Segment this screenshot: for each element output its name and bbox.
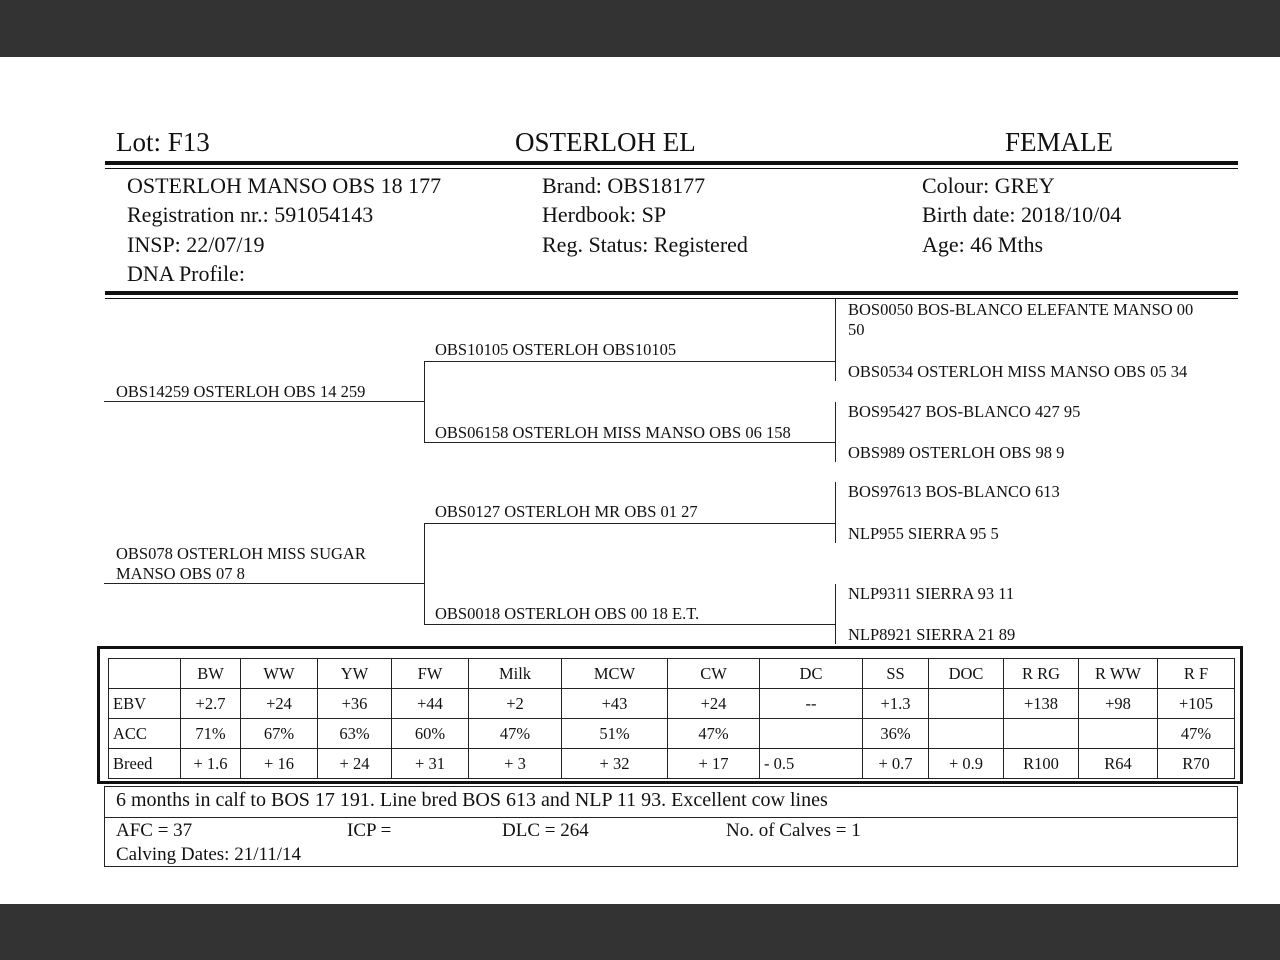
birth-date: Birth date: 2018/10/04 [922,202,1122,227]
ebv-header-cell: R F [1158,659,1235,689]
pedigree-dam-sire: OBS0127 OSTERLOH MR OBS 01 27 [435,502,698,521]
ebv-row-label: EBV [109,689,181,719]
ebv-cell: +138 [1004,689,1079,719]
ebv-header-cell: R WW [1079,659,1158,689]
pedigree-sss-line2: 50 [848,320,865,339]
age: Age: 46 Mths [922,232,1043,257]
inspection-date: INSP: 22/07/19 [127,232,265,257]
dna-profile: DNA Profile: [127,261,245,286]
acc-cell: 51% [562,719,668,749]
acc-cell: 47% [668,719,760,749]
ebv-header-cell: BW [181,659,241,689]
acc-cell: 63% [318,719,392,749]
pedigree-dam-dam: OBS0018 OSTERLOH OBS 00 18 E.T. [435,604,700,623]
pedigree-dam-line2: MANSO OBS 07 8 [116,564,245,583]
acc-cell: 67% [241,719,318,749]
ebv-cell: +36 [318,689,392,719]
icp-value: ICP = [347,820,392,841]
breed-cell: + 24 [318,749,392,779]
pedigree-sire-sire: OBS10105 OSTERLOH OBS10105 [435,340,677,359]
pedigree-dss: BOS97613 BOS-BLANCO 613 [848,482,1060,501]
acc-cell: 47% [469,719,562,749]
acc-cell: 60% [392,719,469,749]
pedigree-dds: NLP9311 SIERRA 93 11 [848,584,1015,603]
acc-cell [760,719,863,749]
breed-cell: + 0.9 [929,749,1004,779]
dlc-value: DLC = 264 [502,820,589,841]
acc-cell: 36% [863,719,929,749]
ebv-header-cell: DOC [929,659,1004,689]
ebv-cell [929,689,1004,719]
pedigree-dsd: NLP955 SIERRA 95 5 [848,524,999,543]
herdbook: Herdbook: SP [542,202,667,227]
ebv-header-cell: Milk [469,659,562,689]
ebv-cell: +2.7 [181,689,241,719]
pedigree-bracket-sd [835,402,836,462]
pedigree-bracket-dam [424,523,425,625]
ebv-header-cell: WW [241,659,318,689]
breed-cell: + 0.7 [863,749,929,779]
pedigree-sss-line1: BOS0050 BOS-BLANCO ELEFANTE MANSO 00 [848,300,1194,319]
details-rule-thick [105,291,1238,295]
animal-sex: FEMALE [1005,127,1113,157]
breed-cell: R100 [1004,749,1079,779]
details-rule-thin [105,298,1238,299]
pedigree-line-ds [424,523,836,524]
pedigree-bracket-dd [835,584,836,644]
ebv-header-cell: DC [760,659,863,689]
ebv-cell: -- [760,689,863,719]
ebv-row [109,689,1235,719]
notes-divider [104,817,1238,818]
ebv-cell: +105 [1158,689,1235,719]
breed-cell: + 16 [241,749,318,779]
ebv-cell: +98 [1079,689,1158,719]
ebv-header-cell: CW [668,659,760,689]
ebv-cell: +1.3 [863,689,929,719]
pedigree-bracket-ds [835,482,836,543]
reg-status: Reg. Status: Registered [542,232,748,257]
breed-cell: + 3 [469,749,562,779]
ebv-header-cell: SS [863,659,929,689]
calving-dates: Calving Dates: 21/11/14 [116,844,302,865]
header-rule-thick [105,161,1238,165]
pedigree-ssd: OBS0534 OSTERLOH MISS MANSO OBS 05 34 [848,362,1188,381]
ebv-header-cell [109,659,181,689]
acc-row-label: ACC [109,719,181,749]
acc-cell: 47% [1158,719,1235,749]
acc-cell [929,719,1004,749]
acc-cell [1004,719,1079,749]
registration-number: Registration nr.: 591054143 [127,202,374,227]
bottom-dark-bar [0,904,1280,960]
comment-text: 6 months in calf to BOS 17 191. Line bred BOS 613 and NLP 11 93. Excellent cow lines [116,789,828,811]
calves-count: No. of Calves = 1 [726,820,861,841]
header-rule-thin [105,168,1238,169]
pedigree-sds: BOS95427 BOS-BLANCO 427 95 [848,402,1081,421]
acc-row [109,719,1235,749]
ebv-header-cell: MCW [562,659,668,689]
breed-cell: + 1.6 [181,749,241,779]
breed-cell: + 31 [392,749,469,779]
breed-cell: + 32 [562,749,668,779]
acc-cell [1079,719,1158,749]
ebv-header-row [109,659,1235,689]
acc-cell: 71% [181,719,241,749]
ebv-cell: +43 [562,689,668,719]
breed-row-label: Breed [109,749,181,779]
colour: Colour: GREY [922,173,1055,198]
ebv-header-cell: R RG [1004,659,1079,689]
pedigree-line-ss [424,361,836,362]
pedigree-line-dd [424,624,836,625]
breed-cell: R64 [1079,749,1158,779]
ebv-cell: +24 [668,689,760,719]
breed-cell: - 0.5 [760,749,863,779]
animal-full-name: OSTERLOH MANSO OBS 18 177 [127,173,442,198]
ebv-cell: +44 [392,689,469,719]
afc-value: AFC = 37 [116,820,193,841]
ebv-table [108,658,1235,779]
breed-cell: R70 [1158,749,1235,779]
pedigree-sire: OBS14259 OSTERLOH OBS 14 259 [116,382,366,401]
pedigree-bracket-sire [424,361,425,443]
ebv-cell: +2 [469,689,562,719]
pedigree-sire-dam: OBS06158 OSTERLOH MISS MANSO OBS 06 158 [435,423,791,442]
pedigree-ddd: NLP8921 SIERRA 21 89 [848,625,1016,644]
top-dark-bar [0,0,1280,57]
lot-number: Lot: F13 [116,127,210,157]
pedigree-dam-line1: OBS078 OSTERLOH MISS SUGAR [116,544,366,563]
pedigree-sdd: OBS989 OSTERLOH OBS 98 9 [848,443,1065,462]
breed-row [109,749,1235,779]
pedigree-bracket-ss [835,299,836,381]
ebv-cell: +24 [241,689,318,719]
animal-name: OSTERLOH EL [515,127,696,157]
ebv-header-cell: FW [392,659,469,689]
breed-cell: + 17 [668,749,760,779]
ebv-header-cell: YW [318,659,392,689]
brand: Brand: OBS18177 [542,173,706,198]
